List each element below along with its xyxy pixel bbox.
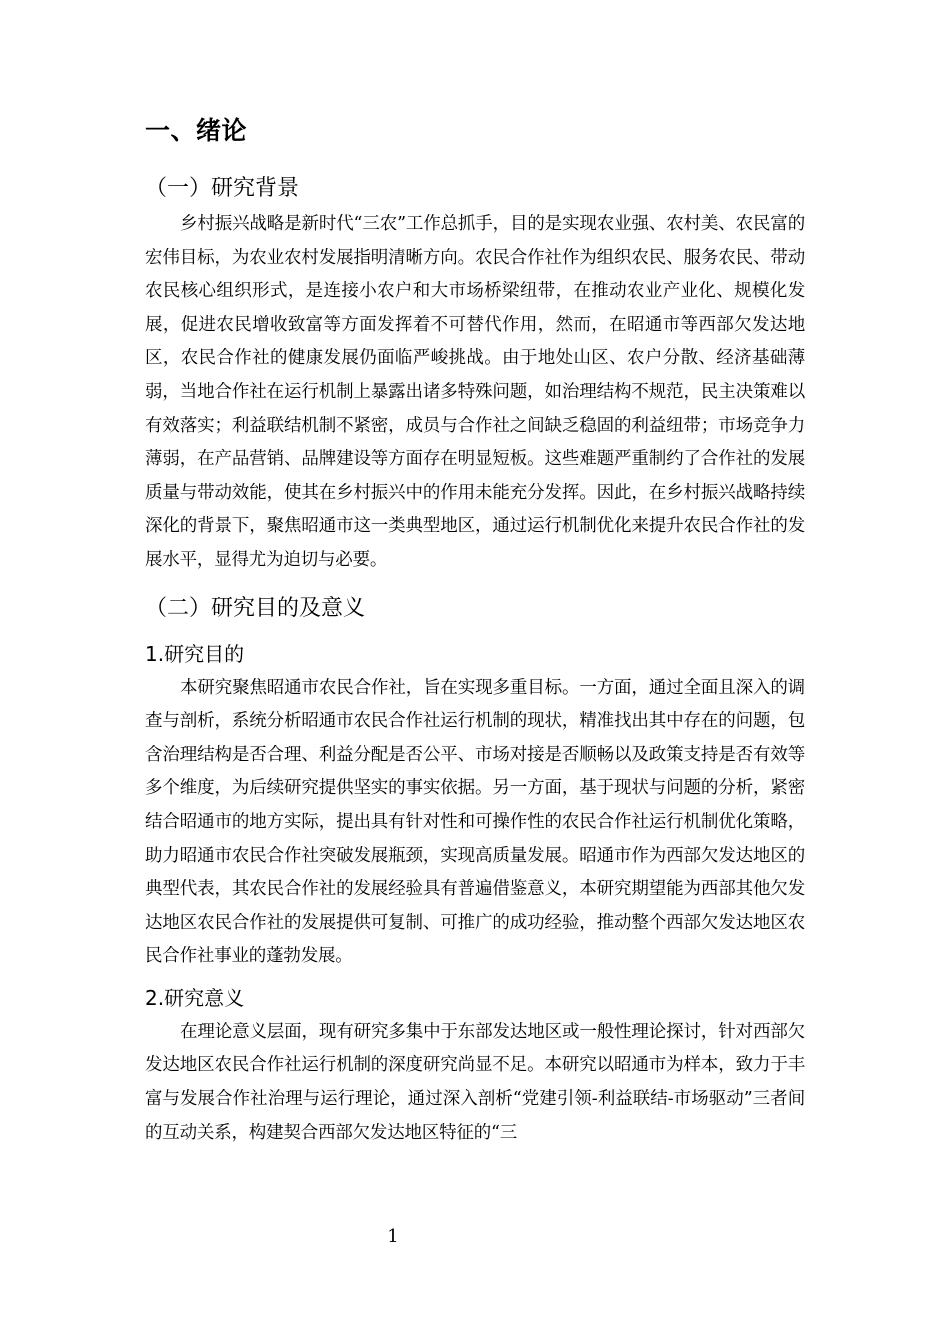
chapter-title: 一、绪论 (145, 116, 248, 145)
section-heading-purpose-significance: （二）研究目的及意义 (145, 595, 366, 621)
section-heading-background: （一）研究背景 (145, 176, 300, 201)
paragraph-significance: 在理论意义层面，现有研究多集中于东部发达地区或一般性理论探讨，针对西部欠发达地区农民合作社运行机制的深度研究尚显不足。本研究以昭通市为样本，致力于丰富与发展合作社治理与运行理论，通过深入剖析“党建引领-利益联结-市场驱动”三者间的互动关系，构建契合西部欠发达地区特征的“三 (145, 1021, 805, 1143)
paragraph-background: 乡村振兴战略是新时代“三农”工作总抓手，目的是实现农业强、农村美、农民富的宏伟目标，为农业农村发展指明清晰方向。农民合作社作为组织农民、服务农民、带动农民核心组织形式，是连接小农户和大市场桥梁纽带，在推动农业产业化、规模化发展，促进农民增收致富等方面发挥着不可替代作用，然而，在昭通市等西部欠发达地区，农民合作社的健康发展仍面临严峻挑战。由于地处山区、农户分散、经济基础薄弱，当地合作社在运行机制上暴露出诸多特殊问题，如治理结构不规范，民主决策难以有效落实；利益联结机制不紧密，成员与合作社之间缺乏稳固的利益纽带；市场竞争力薄弱，在产品营销、品牌建设等方面存在明显短板。这些难题严重制约了合作社的发展质量与带动效能，使其在乡村振兴中的作用未能充分发挥。因此，在乡村振兴战略持续深化的背景下，聚焦昭通市这一类典型地区，通过运行机制优化来提升农民合作社的发展水平，显得尤为迫切与必要。 (145, 214, 805, 570)
paragraph-purpose: 本研究聚焦昭通市农民合作社，旨在实现多重目标。一方面，通过全面且深入的调查与剖析，系统分析昭通市农民合作社运行机制的现状，精准找出其中存在的问题，包含治理结构是否合理、利益分配是否公平、市场对接是否顺畅以及政策支持是否有效等多个维度，为后续研究提供坚实的事实依据。另一方面，基于现状与问题的分析，紧密结合昭通市的地方实际，提出具有针对性和可操作性的农民合作社运行机制优化策略，助力昭通市农民合作社突破发展瓶颈，实现高质量发展。昭通市作为西部欠发达地区的典型代表，其农民合作社的发展经验具有普遍借鉴意义，本研究期望能为西部其他欠发达地区农民合作社的发展提供可复制、可推广的成功经验，推动整个西部欠发达地区农民合作社事业的蓬勃发展。 (145, 677, 805, 967)
page-number: 1 (387, 1226, 399, 1247)
subsection-heading-purpose: 1.研究目的 (145, 641, 245, 666)
subsection-heading-significance: 2.研究意义 (145, 985, 245, 1010)
page-content (145, 112, 805, 1158)
